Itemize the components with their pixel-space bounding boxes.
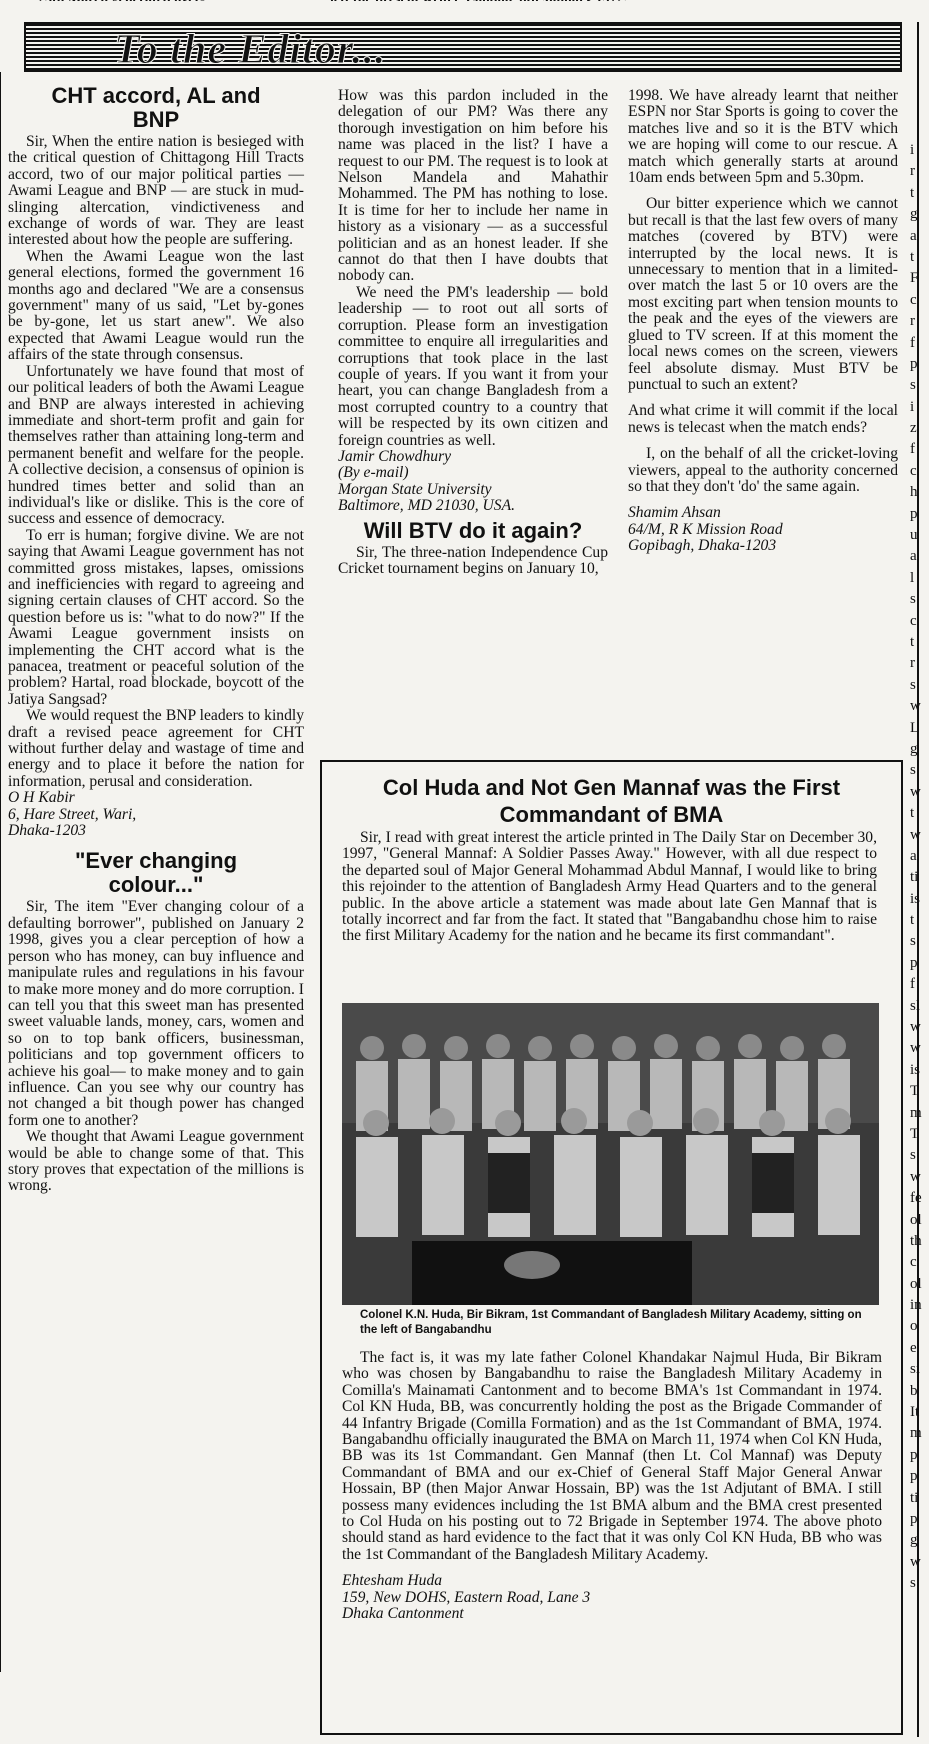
adjacent-column-fragment: T bbox=[910, 1083, 920, 1100]
adjacent-column-fragment: w bbox=[910, 783, 921, 800]
adjacent-column-fragment: f bbox=[910, 441, 915, 458]
cht-paragraph-4: To err is human; forgive divine. We are not saying that Awami League government has not committed gross mistakes, lapses, omissions and inefficiencies with regard to agreeing and signing certain clauses of CHT accord. So the question before us is: "what to do now?" If the Awami League government insists on implementing the CHT accord what is the panacea, treatment or peaceful solution of the problem? Hartal, road blockade, boycott of the Jatiya Sangsad? bbox=[8, 526, 304, 708]
huda-signature-address-2: Dhaka Cantonment bbox=[342, 1605, 464, 1623]
adjacent-column-fragment: p bbox=[910, 1468, 918, 1485]
adjacent-column-fragment: g bbox=[910, 740, 918, 757]
adjacent-column-fragment: t bbox=[910, 805, 915, 822]
btv-paragraph-1: 1998. We have already learnt that neither ESPN nor Star Sports is going to cover the matches live and so it is the BTV which we are hoping will come to our rescue. A match which generally starts at around 10am ends between 5pm and 5.30pm. bbox=[628, 87, 898, 187]
pardon-paragraph-2: We need the PM's leadership — bold leadership — to root out all sorts of corruption. Please form an investigation committee to enquire all irregularities and corruptions that took place in the last couple of years. If you want it from your heart, you can change Bangladesh from a most corrupted country to a country that will be respected by its own citizen and foreign countries as well. bbox=[338, 283, 608, 449]
adjacent-column-fragment: t bbox=[910, 912, 915, 929]
adjacent-column-fragment: c bbox=[910, 291, 917, 308]
headline-cht-accord: CHT accord, AL and BNP bbox=[51, 83, 261, 132]
adjacent-column-fragment: m bbox=[910, 1104, 922, 1121]
adjacent-column-fragment: w bbox=[910, 698, 921, 715]
adjacent-column-fragment: in bbox=[910, 1297, 922, 1314]
adjacent-column-fragment: sl bbox=[910, 997, 921, 1014]
adjacent-column-fragment: s bbox=[910, 1147, 916, 1164]
adjacent-column-fragment: o bbox=[910, 1318, 918, 1335]
adjacent-column-fragment: b bbox=[910, 1382, 918, 1399]
btv-signature-name: Shamim Ahsan bbox=[628, 504, 721, 522]
adjacent-column-fragment: r bbox=[910, 313, 915, 330]
adjacent-column-fragment: p bbox=[910, 954, 918, 971]
adjacent-column-fragment: fe bbox=[910, 1190, 922, 1207]
adjacent-column-fragment: s bbox=[910, 676, 916, 693]
adjacent-column-fragment: z bbox=[910, 420, 917, 437]
column-3 bbox=[628, 88, 898, 555]
cht-signature-address-1: 6, Hare Street, Wari, bbox=[8, 805, 137, 823]
adjacent-column-fragment: w bbox=[910, 826, 921, 843]
adjacent-column-fragment: c bbox=[910, 462, 917, 479]
adjacent-column-fragment: t bbox=[910, 633, 915, 650]
adjacent-column-fragment: s bbox=[910, 591, 916, 608]
colour-paragraph-1: Sir, The item "Ever changing colour of a defaulting borrower", published on January 2 1998, gives you a clear perception of how a person who has money, can buy influence and manipulate rules and regulations in his favour to make more money and do more corruption. I can tell you that this sweet man has presented sweet valuable lands, money, cars, women and so on to top bank officers, businessman, politicians and top government officers to achieve his goal— to make money and to gain influence. Can you see why our country has not changed a bit though power has changed form one to another? bbox=[8, 898, 304, 1129]
colour-paragraph-2: We thought that Awami League government would be able to change some of that. This story proves that expectation of the millions is wrong. bbox=[8, 1128, 304, 1195]
pardon-signature-note: (By e-mail) bbox=[338, 464, 409, 482]
huda-signature-name: Ehtesham Huda bbox=[342, 1572, 443, 1590]
adjacent-column-fragment: s bbox=[910, 1575, 916, 1592]
adjacent-column-fragment: e bbox=[910, 1339, 917, 1356]
adjacent-column-fragment: t bbox=[910, 248, 915, 265]
adjacent-column-fragment: a bbox=[910, 847, 917, 864]
btv-paragraph-2: Our bitter experience which we cannot but recall is that the last few overs of many matches (covered by BTV) were interrupted by the local news. It is unnecessary to mention that in a limited-over match the last 5 or 10 overs are the most exciting part when tension mounts to the peak and the eyes of the viewers are glued to TV screen. If at this moment the local news comes on the screen, viewers feel absolute dismay. Must BTV be punctual to such an extent? bbox=[628, 195, 898, 393]
huda-signature-address-1: 159, New DOHS, Eastern Road, Lane 3 bbox=[342, 1588, 591, 1606]
adjacent-column-fragment: w bbox=[910, 1553, 921, 1570]
adjacent-column-fragment: w bbox=[910, 1019, 921, 1036]
adjacent-column-fragment: is bbox=[910, 1061, 921, 1078]
adjacent-column-fragment: m bbox=[910, 1425, 922, 1442]
adjacent-column-fragment: w bbox=[910, 1168, 921, 1185]
adjacent-column-fragment: c bbox=[910, 1254, 917, 1271]
huda-body-block bbox=[342, 1350, 882, 1623]
cht-paragraph-1: Sir, When the entire nation is besieged with the critical question of Chittagong Hill Tracts accord, two of our major political parties — Awami League and BNP — are stuck in mud-slinging altercation, vindictiveness and exchange of words of war. They are least interested about how the people are suffering. bbox=[8, 133, 304, 249]
adjacent-column-fragment: l bbox=[910, 569, 915, 586]
adjacent-column-fragment: p bbox=[910, 355, 918, 372]
btv-paragraph-3: And what crime it will commit if the local news is telecast when the match ends? bbox=[628, 402, 898, 436]
adjacent-column-fragment: p bbox=[910, 1446, 918, 1463]
adjacent-column-fragment: ol bbox=[910, 1275, 922, 1292]
adjacent-column-fragment: c bbox=[910, 612, 917, 629]
adjacent-column-fragment: a bbox=[910, 548, 917, 565]
adjacent-column-fragment: a bbox=[910, 227, 917, 244]
adjacent-column-fragment: th bbox=[910, 1232, 922, 1249]
adjacent-column-fragment: F bbox=[910, 270, 919, 287]
adjacent-column-fragment: is bbox=[910, 890, 921, 907]
adjacent-column-fragment: i bbox=[910, 142, 915, 158]
photo-bma-group bbox=[342, 1003, 879, 1305]
adjacent-column-fragment: L bbox=[910, 719, 920, 736]
btv-signature-address-1: 64/M, R K Mission Road bbox=[628, 520, 783, 538]
cht-signature-name: O H Kabir bbox=[8, 789, 75, 807]
btv-intro: Sir, The three-nation Independence Cup Cricket tournament begins on January 10, bbox=[338, 543, 608, 577]
adjacent-column-fragment: t bbox=[910, 184, 915, 201]
photo-caption: Colonel K.N. Huda, Bir Bikram, 1st Commandant of Bangladesh Military Academy, sitting on the left of Bangabandhu bbox=[360, 1309, 862, 1336]
left-edge-rule bbox=[0, 72, 1, 1672]
adjacent-column-fragment: s bbox=[910, 762, 916, 779]
adjacent-column-fragment: g bbox=[910, 206, 918, 223]
adjacent-column-fragment: f bbox=[910, 976, 915, 993]
pardon-paragraph-1: How was this pardon included in the delegation of our PM? Was there any thorough investigation on him before his name was placed in the list? I have a request to our PM. The request is to look at Nelson Mandela and Mahathir Mohammed. The PM has nothing to lose. It is time for her to include her name in history as a visionary — as a successful politician and as an honest leader. If she cannot do that then I have doubts that nobody can. bbox=[338, 87, 608, 285]
adjacent-column-fragment: s bbox=[910, 377, 916, 394]
pardon-signature-address-2: Baltimore, MD 21030, USA. bbox=[338, 497, 515, 515]
adjacent-column-fragment: g bbox=[910, 1532, 918, 1549]
adjacent-column-fragment: r bbox=[910, 655, 915, 672]
adjacent-column-fragment: r bbox=[910, 163, 915, 180]
adjacent-column-fragment: si bbox=[910, 1361, 921, 1378]
cht-signature-address-2: Dhaka-1203 bbox=[8, 822, 86, 840]
pardon-signature-address-1: Morgan State University bbox=[338, 480, 492, 498]
pardon-signature-name: Jamir Chowdhury bbox=[338, 447, 452, 465]
column-2 bbox=[338, 88, 608, 577]
adjacent-column-fragment: s bbox=[910, 933, 916, 950]
adjacent-column-fragment: w bbox=[910, 1040, 921, 1057]
btv-paragraph-4: I, on the behalf of all the cricket-loving viewers, appeal to the authority concerned so that they don't 'do' the same again. bbox=[628, 445, 898, 495]
adjacent-column-fragment: f bbox=[910, 334, 915, 351]
adjacent-column-fragment: ti bbox=[910, 1489, 919, 1506]
previous-article-strip bbox=[0, 0, 929, 1]
adjacent-column-fragment: T bbox=[910, 1125, 920, 1142]
previous-article-fragment-right bbox=[330, 0, 627, 1]
adjacent-column-fragment: p bbox=[910, 1511, 918, 1527]
adjacent-column-fragments bbox=[910, 140, 929, 1595]
cht-paragraph-3: Unfortunately we have found that most of our political leaders of both the Awami League and BNP are always interested in achieving immediate and short-term profit and gain for themselves rather than attaining long-term and permanent benefit and welfare for the people. A collective decision, a consensus of opinion is hundred times better and solid than an individual's like or dislike. This is the core of success and essence of democracy. bbox=[8, 362, 304, 528]
huda-intro: Sir, I read with great interest the article printed in The Daily Star on December 30, 1997, "General Mannaf: A Soldier Passes Away." However, with all due respect to the departed soul of Major General Mohammad Abdul Mannaf, I would like to bring this rejoinder to the attention of Bangladesh Army Head Quarters and to the general public. In the above article a statement was made about late Gen Mannaf that is totally incorrect and far from the fact. It stated that "Bangabandhu chose him to raise the first Military Academy for the nation and he became its first commandant". bbox=[342, 829, 877, 945]
headline-will-btv: Will BTV do it again? bbox=[363, 517, 583, 543]
adjacent-column-fragment: i bbox=[910, 398, 915, 415]
adjacent-column-fragment: p bbox=[910, 505, 918, 522]
adjacent-column-fragment: ti bbox=[910, 869, 919, 886]
column-1 bbox=[8, 84, 304, 1195]
adjacent-column-fragment: ol bbox=[910, 1211, 922, 1228]
headline-ever-changing-colour: "Ever changing colour..." bbox=[74, 848, 238, 898]
cht-paragraph-5: We would request the BNP leaders to kindly draft a revised peace agreement for CHT without further delay and wastage of time and energy and to place it before the nation for information, perusal and consideration. bbox=[8, 707, 304, 790]
huda-body: The fact is, it was my late father Colonel Khandakar Najmul Huda, Bir Bikram who was chosen by Bangabandhu to raise the Bangladesh Military Academy in Comilla's Mainamati Cantonment and to become BMA's 1st Commandant in 1974. Col KN Huda, BB, was concurrently holding the post as the Brigade Commander of 44 Infantry Brigade (Comilla Formation) and as the 1st Commandant of BMA, 1974. Bangabandhu officially inaugurated the BMA on March 11, 1974 when Col KN Huda, BB was its 1st Commandant. Gen Mannaf (then Lt. Col Mannaf) was Deputy Commandant of BMA and our ex-Chief of General Staff Major General Anwar Hossain, BP (then Major Anwar Hossain, BP) was the 1st Adjutant of BMA. I still possess many evidences including the 1st BMA album and the BMA crest presented to Col Huda on his posting out to 72 Brigade in September 1974. The above photo should stand as hard evidence to the fact that it was only Col KN Huda, BB who was the 1st Commandant of the Bangladesh Military Academy. bbox=[342, 1349, 882, 1563]
cht-paragraph-2: When the Awami League won the last general elections, formed the government 16 months ago and declared "We are a consensus government" many of us said, "Let by-gones be by-gone, let us start anew". We also expected that Awami League would run the affairs of the state through consensus. bbox=[8, 247, 304, 364]
adjacent-column-fragment: h bbox=[910, 484, 918, 501]
section-banner bbox=[24, 22, 902, 72]
headline-col-huda: Col Huda and Not Gen Mannaf was the First Commandant of BMA bbox=[382, 775, 841, 827]
btv-signature-address-2: Gopibagh, Dhaka-1203 bbox=[628, 537, 777, 555]
adjacent-column-fragment: It bbox=[910, 1404, 920, 1421]
section-title: To the Editor... bbox=[114, 27, 387, 72]
huda-intro-block bbox=[322, 830, 901, 945]
adjacent-column-fragment: u bbox=[910, 527, 918, 544]
group-photo-illustration bbox=[342, 1003, 879, 1305]
previous-article-fragment-left bbox=[38, 0, 205, 1]
